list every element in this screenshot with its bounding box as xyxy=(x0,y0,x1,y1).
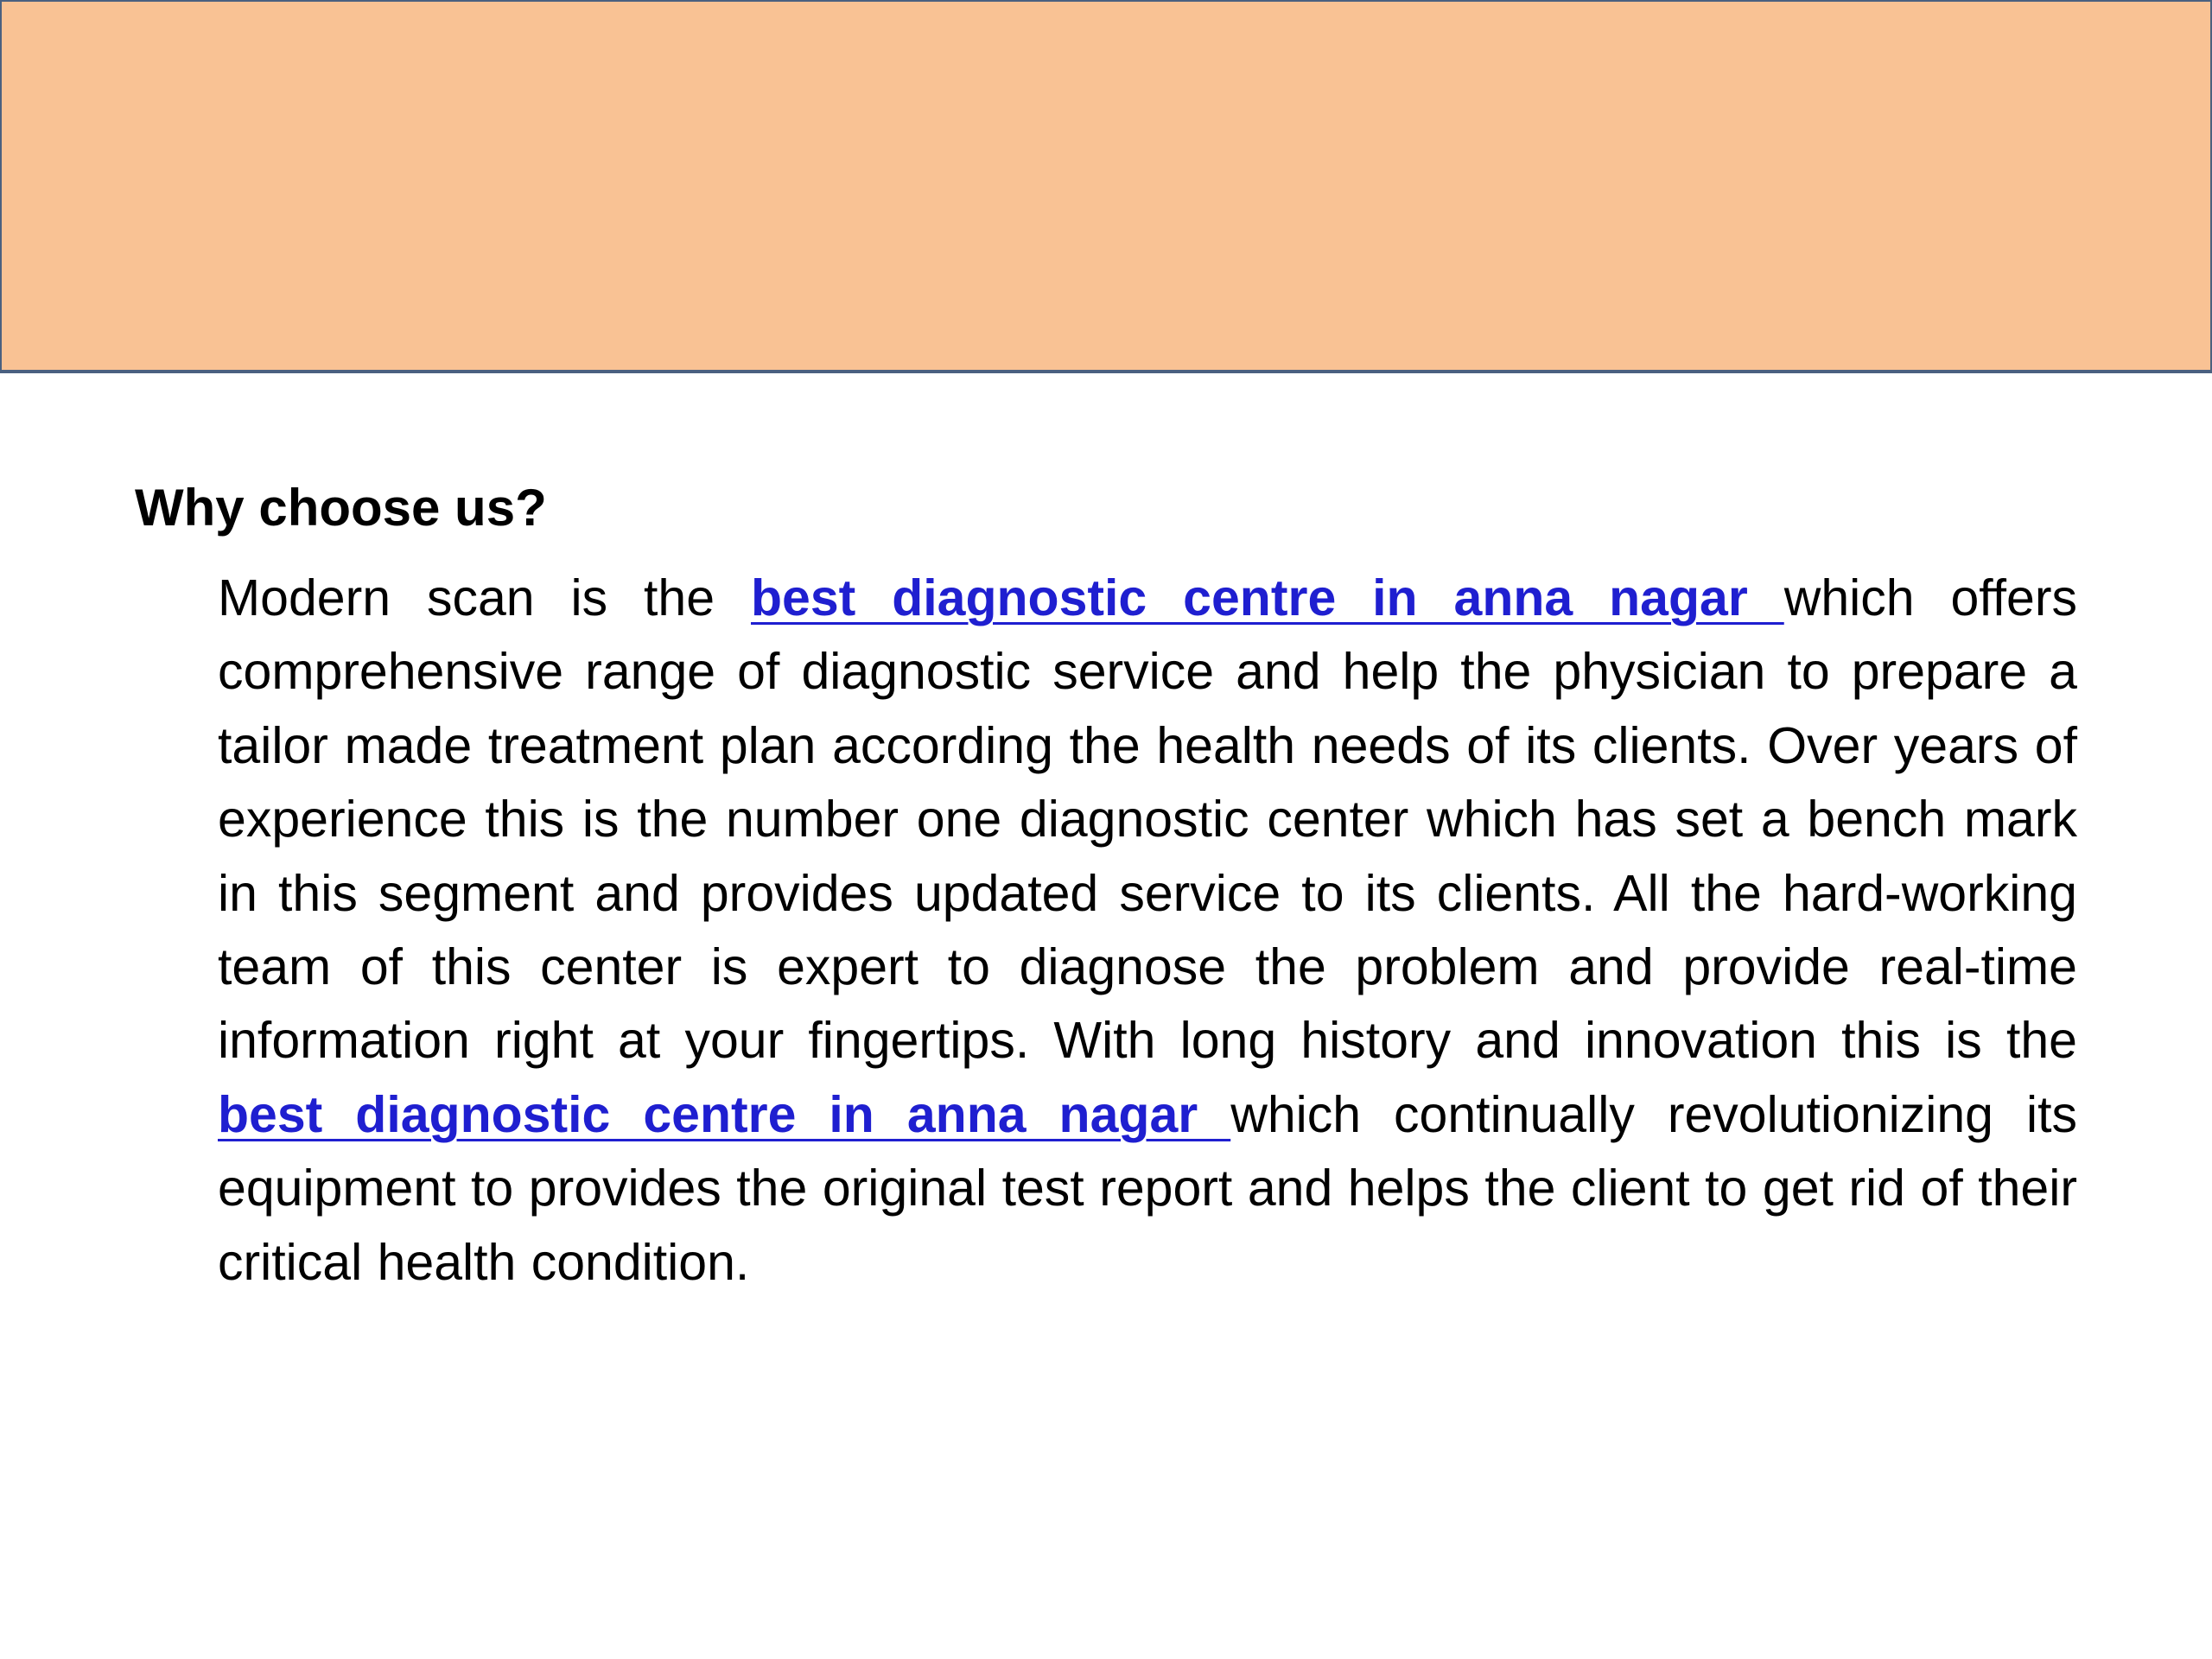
paragraph-text-3: which continually revolutionizing its equipment to provides the original test report and helps the client to get rid of their critical health condition. xyxy=(218,1085,2077,1291)
section-heading: Why choose us? xyxy=(135,479,547,537)
paragraph-text-1: Modern scan is the xyxy=(218,569,751,626)
paragraph-text-2: which offers comprehensive range of diagnostic service and help the physician to prepare a tailor made treatment plan according the health needs of its clients. Over years of experience this is the number one diagnostic center which has set a bench mark in this segment and provides updated service to its clients. All the hard-working team of this center is expert to diagnose the problem and provide real-time information right at your fingertips. With long history and innovation this is the xyxy=(218,569,2077,1070)
header-band xyxy=(0,0,2212,373)
best-diagnostic-centre-link-1[interactable]: best diagnostic centre in anna nagar xyxy=(750,569,1784,626)
best-diagnostic-centre-link-2[interactable]: best diagnostic centre in anna nagar xyxy=(218,1085,1231,1143)
body-paragraph xyxy=(218,562,2077,1300)
